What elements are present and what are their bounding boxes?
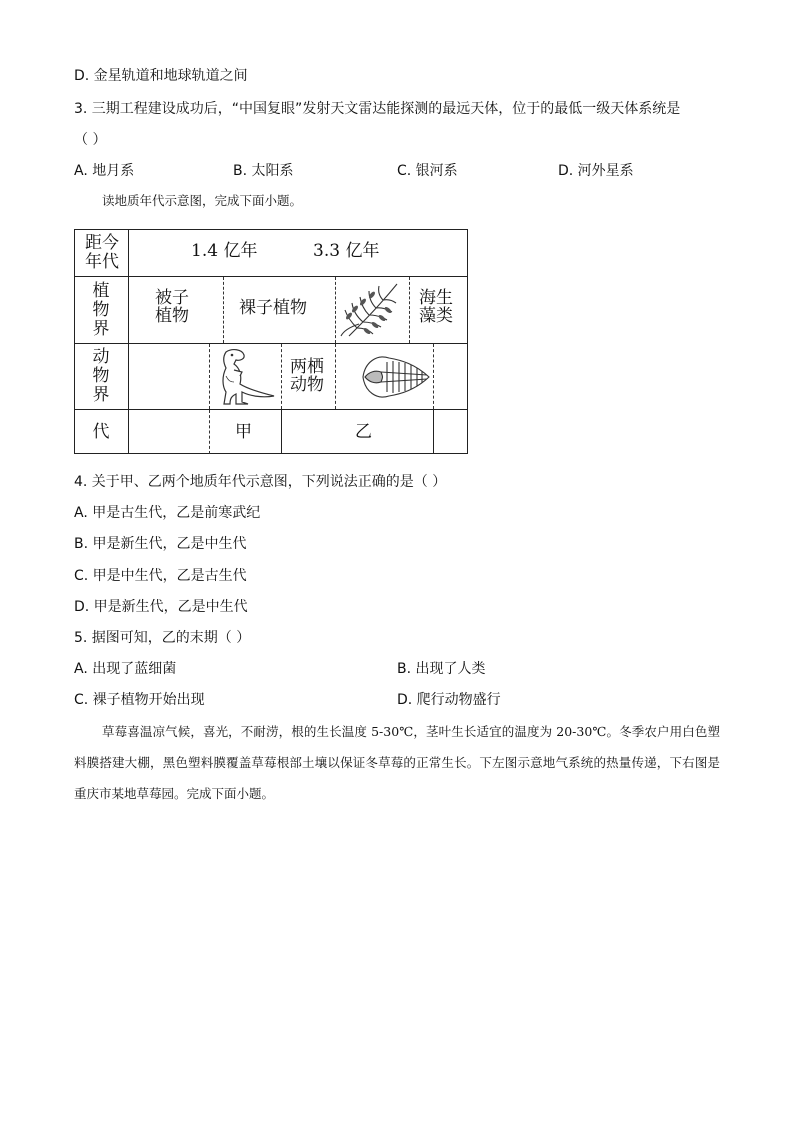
header-time: 距今 年代 [85, 233, 119, 272]
q4-option-c: C. 甲是中生代，乙是古生代 [74, 568, 247, 584]
geologic-time-table [74, 229, 468, 454]
intro-strawberry: 草莓喜温凉气候，喜光，不耐涝，根的生长温度 5-30℃，茎叶生长适宜的温度为 20-30℃。冬季农户用白色塑料膜搭建大棚，黑色塑料膜覆盖草莓根部土壤以保证冬草莓的正常生长。下左图示意地气系统的热量传递，下右图是重庆市某地草莓园。完成下面小题。 [74, 724, 720, 801]
q5-option-b: B. 出现了人类 [397, 661, 486, 677]
header-era: 代 [92, 422, 110, 442]
q2-option-d: D. 金星轨道和地球轨道之间 [74, 68, 248, 84]
time-label-2: 3.3 亿年 [313, 241, 380, 261]
q4-option-b: B. 甲是新生代，乙是中生代 [74, 536, 247, 552]
intro-geo: 读地质年代示意图，完成下面小题。 [102, 193, 303, 208]
q3-option-a: A. 地月系 [74, 163, 135, 179]
dinosaur-icon [212, 346, 278, 408]
q5-option-d: D. 爬行动物盛行 [397, 692, 501, 708]
header-plants: 植 物 界 [92, 281, 110, 339]
fern-icon [339, 280, 407, 340]
q4-stem: 4. 关于甲、乙两个地质年代示意图，下列说法正确的是（ ） [74, 474, 447, 490]
era-jia: 甲 [235, 422, 252, 442]
q3-option-b: B. 太阳系 [233, 163, 294, 179]
era-yi: 乙 [355, 422, 372, 442]
q5-stem: 5. 据图可知，乙的末期（ ） [74, 630, 251, 646]
plant-marine-algae: 海生 藻类 [419, 288, 453, 326]
trilobite-icon [359, 350, 433, 404]
time-label-1: 1.4 亿年 [191, 241, 258, 261]
q3-stem: 3. 三期工程建设成功后，“中国复眼”发射天文雷达能探测的最远天体，位于的最低一级天体系统是 [74, 101, 681, 117]
q5-option-a: A. 出现了蓝细菌 [74, 661, 177, 677]
q3-option-c: C. 银河系 [397, 163, 458, 179]
q3-paren: （ ） [74, 132, 107, 148]
q4-option-d: D. 甲是新生代，乙是中生代 [74, 599, 248, 615]
q5-option-c: C. 裸子植物开始出现 [74, 692, 205, 708]
plant-gymnosperm: 裸子植物 [239, 298, 307, 318]
q4-option-a: A. 甲是古生代，乙是前寒武纪 [74, 505, 261, 521]
q3-option-d: D. 河外星系 [558, 163, 634, 179]
animal-amphibian: 两栖 动物 [290, 357, 324, 395]
plant-angiosperm: 被子 植物 [155, 288, 189, 326]
header-animals: 动 物 界 [92, 347, 110, 405]
